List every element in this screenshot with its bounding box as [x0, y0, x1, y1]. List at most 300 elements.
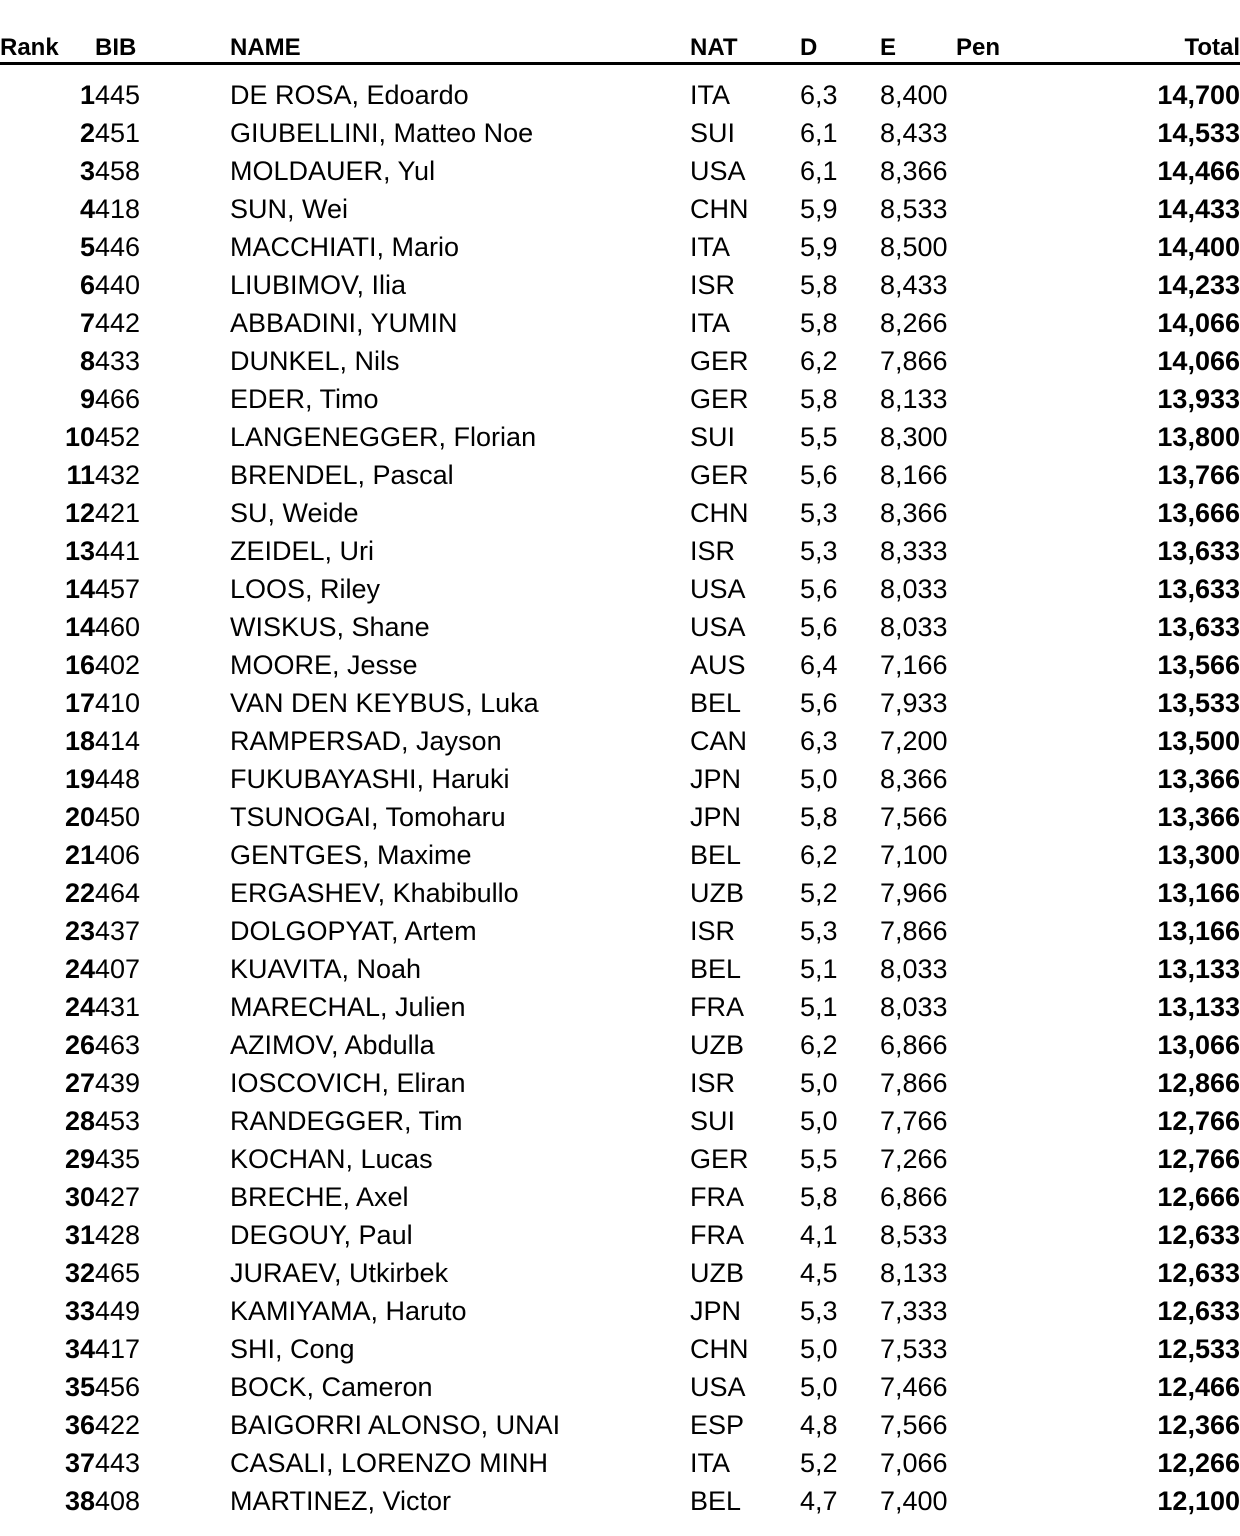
name-cell: DUNKEL, Nils	[230, 346, 400, 376]
table-row	[0, 1217, 1240, 1255]
bib-cell: 435	[95, 1144, 141, 1174]
d-cell: 5,1	[800, 954, 838, 984]
rank-cell: 29	[64, 1144, 95, 1174]
pen-cell	[956, 153, 1066, 191]
d-cell: 5,0	[800, 1334, 838, 1364]
rank-cell: 19	[64, 764, 95, 794]
bib-cell: 443	[95, 1448, 141, 1478]
e-cell: 8,433	[880, 270, 948, 300]
e-cell: 7,533	[880, 1334, 948, 1364]
d-cell: 5,3	[800, 536, 838, 566]
total-cell: 14,533	[1157, 118, 1240, 148]
e-cell: 8,400	[880, 80, 948, 110]
d-cell: 5,8	[800, 802, 838, 832]
rank-cell: 20	[64, 802, 95, 832]
bib-cell: 427	[95, 1182, 141, 1212]
bib-cell: 440	[95, 270, 141, 300]
name-cell: KOCHAN, Lucas	[230, 1144, 433, 1174]
e-cell: 8,333	[880, 536, 948, 566]
pen-cell	[956, 571, 1066, 609]
name-cell: JURAEV, Utkirbek	[230, 1258, 449, 1288]
rank-cell: 24	[64, 992, 95, 1022]
total-cell: 13,133	[1157, 954, 1240, 984]
bib-cell: 433	[95, 346, 141, 376]
pen-cell	[956, 77, 1066, 115]
e-cell: 7,866	[880, 1068, 948, 1098]
total-cell: 13,633	[1157, 574, 1240, 604]
pen-cell	[956, 495, 1066, 533]
name-cell: DOLGOPYAT, Artem	[230, 916, 477, 946]
pen-cell	[956, 1369, 1066, 1407]
table-row	[0, 1179, 1240, 1217]
total-cell: 13,166	[1157, 916, 1240, 946]
table-row	[0, 913, 1240, 951]
nat-cell: USA	[690, 156, 746, 186]
table-row	[0, 571, 1240, 609]
total-cell: 13,300	[1157, 840, 1240, 870]
nat-cell: UZB	[690, 1030, 744, 1060]
d-cell: 5,0	[800, 764, 838, 794]
name-cell: WISKUS, Shane	[230, 612, 430, 642]
nat-cell: UZB	[690, 1258, 744, 1288]
bib-cell: 417	[95, 1334, 141, 1364]
total-cell: 13,500	[1157, 726, 1240, 756]
rank-cell: 21	[64, 840, 95, 870]
table-row	[0, 1331, 1240, 1369]
bib-cell: 407	[95, 954, 141, 984]
d-cell: 5,0	[800, 1372, 838, 1402]
d-cell: 6,1	[800, 156, 838, 186]
table-row	[0, 837, 1240, 875]
nat-cell: GER	[690, 346, 749, 376]
nat-cell: SUI	[690, 118, 736, 148]
name-cell: KAMIYAMA, Haruto	[230, 1296, 467, 1326]
rank-cell: 2	[79, 118, 95, 148]
results-header	[0, 0, 1240, 64]
table-row	[0, 875, 1240, 913]
d-cell: 5,9	[800, 194, 838, 224]
pen-cell	[956, 305, 1066, 343]
d-cell: 5,0	[800, 1106, 838, 1136]
pen-cell	[956, 989, 1066, 1027]
nat-cell: AUS	[690, 650, 746, 680]
d-cell: 6,2	[800, 346, 838, 376]
nat-cell: UZB	[690, 878, 744, 908]
nat-cell: ISR	[690, 1068, 736, 1098]
total-cell: 13,766	[1157, 460, 1240, 490]
nat-cell: FRA	[690, 1182, 744, 1212]
pen-cell	[956, 229, 1066, 267]
nat-cell: USA	[690, 574, 746, 604]
pen-cell	[956, 1065, 1066, 1103]
d-cell: 5,3	[800, 916, 838, 946]
e-cell: 8,533	[880, 194, 948, 224]
pen-cell	[956, 419, 1066, 457]
pen-cell	[956, 799, 1066, 837]
d-cell: 5,6	[800, 460, 838, 490]
pen-cell	[956, 761, 1066, 799]
name-cell: CASALI, LORENZO MINH	[230, 1448, 549, 1478]
name-cell: SHI, Cong	[230, 1334, 355, 1364]
table-row	[0, 191, 1240, 229]
total-cell: 14,433	[1157, 194, 1240, 224]
total-cell: 13,133	[1157, 992, 1240, 1022]
pen-cell	[956, 837, 1066, 875]
table-row	[0, 77, 1240, 115]
name-cell: MACCHIATI, Mario	[230, 232, 460, 262]
table-row	[0, 1407, 1240, 1445]
total-cell: 12,766	[1157, 1106, 1240, 1136]
d-cell: 5,0	[800, 1068, 838, 1098]
e-cell: 8,033	[880, 612, 948, 642]
table-row	[0, 457, 1240, 495]
d-cell: 6,3	[800, 726, 838, 756]
total-cell: 12,466	[1157, 1372, 1240, 1402]
d-cell: 5,1	[800, 992, 838, 1022]
rank-cell: 16	[64, 650, 95, 680]
name-cell: LIUBIMOV, Ilia	[230, 270, 407, 300]
bib-cell: 466	[95, 384, 141, 414]
table-row	[0, 267, 1240, 305]
rank-cell: 9	[79, 384, 95, 414]
d-cell: 5,5	[800, 1144, 838, 1174]
nat-cell: CAN	[690, 726, 748, 756]
name-cell: MARTINEZ, Victor	[230, 1486, 452, 1516]
name-cell: LOOS, Riley	[230, 574, 381, 604]
pen-cell	[956, 647, 1066, 685]
rank-cell: 12	[64, 498, 95, 528]
nat-cell: USA	[690, 1372, 746, 1402]
pen-cell	[956, 1483, 1066, 1521]
bib-cell: 422	[95, 1410, 141, 1440]
nat-cell: JPN	[690, 802, 742, 832]
column-header-name: NAME	[230, 0, 690, 64]
name-cell: FUKUBAYASHI, Haruki	[230, 764, 510, 794]
bib-cell: 449	[95, 1296, 141, 1326]
column-header-total: Total	[1066, 0, 1240, 64]
bib-cell: 445	[95, 80, 141, 110]
column-header-bib: BIB	[95, 0, 230, 64]
d-cell: 5,2	[800, 878, 838, 908]
total-cell: 12,766	[1157, 1144, 1240, 1174]
total-cell: 14,700	[1157, 80, 1240, 110]
name-cell: MOLDAUER, Yul	[230, 156, 436, 186]
e-cell: 8,133	[880, 1258, 948, 1288]
pen-cell	[956, 381, 1066, 419]
bib-cell: 464	[95, 878, 141, 908]
e-cell: 8,033	[880, 954, 948, 984]
spacer-row	[0, 64, 1240, 77]
nat-cell: ISR	[690, 916, 736, 946]
d-cell: 5,9	[800, 232, 838, 262]
bib-cell: 453	[95, 1106, 141, 1136]
pen-cell	[956, 1445, 1066, 1483]
d-cell: 5,8	[800, 270, 838, 300]
total-cell: 12,266	[1157, 1448, 1240, 1478]
rank-cell: 28	[64, 1106, 95, 1136]
rank-cell: 31	[64, 1220, 95, 1250]
e-cell: 8,533	[880, 1220, 948, 1250]
nat-cell: GER	[690, 384, 749, 414]
total-cell: 12,366	[1157, 1410, 1240, 1440]
bib-cell: 428	[95, 1220, 141, 1250]
name-cell: SUN, Wei	[230, 194, 349, 224]
name-cell: TSUNOGAI, Tomoharu	[230, 802, 506, 832]
rank-cell: 22	[64, 878, 95, 908]
nat-cell: ESP	[690, 1410, 745, 1440]
e-cell: 7,200	[880, 726, 948, 756]
bib-cell: 465	[95, 1258, 141, 1288]
total-cell: 13,633	[1157, 612, 1240, 642]
e-cell: 6,866	[880, 1030, 948, 1060]
rank-cell: 26	[64, 1030, 95, 1060]
bib-cell: 439	[95, 1068, 141, 1098]
e-cell: 7,166	[880, 650, 948, 680]
table-row	[0, 1255, 1240, 1293]
bib-cell: 408	[95, 1486, 141, 1516]
rank-cell: 3	[79, 156, 95, 186]
total-cell: 14,066	[1157, 346, 1240, 376]
e-cell: 8,033	[880, 574, 948, 604]
table-row	[0, 343, 1240, 381]
nat-cell: ITA	[690, 308, 730, 338]
bib-cell: 410	[95, 688, 141, 718]
nat-cell: SUI	[690, 422, 736, 452]
rank-cell: 36	[64, 1410, 95, 1440]
e-cell: 7,766	[880, 1106, 948, 1136]
bib-cell: 431	[95, 992, 141, 1022]
nat-cell: CHN	[690, 1334, 749, 1364]
nat-cell: GER	[690, 460, 749, 490]
table-row	[0, 115, 1240, 153]
rank-cell: 13	[64, 536, 95, 566]
table-row	[0, 533, 1240, 571]
d-cell: 5,3	[800, 1296, 838, 1326]
d-cell: 6,2	[800, 1030, 838, 1060]
table-row	[0, 419, 1240, 457]
e-cell: 7,866	[880, 346, 948, 376]
pen-cell	[956, 1255, 1066, 1293]
nat-cell: SUI	[690, 1106, 736, 1136]
table-row	[0, 951, 1240, 989]
name-cell: DE ROSA, Edoardo	[230, 80, 469, 110]
d-cell: 5,6	[800, 612, 838, 642]
bib-cell: 456	[95, 1372, 141, 1402]
e-cell: 7,333	[880, 1296, 948, 1326]
d-cell: 5,8	[800, 308, 838, 338]
rank-cell: 30	[64, 1182, 95, 1212]
bib-cell: 457	[95, 574, 141, 604]
bib-cell: 448	[95, 764, 141, 794]
table-row	[0, 153, 1240, 191]
name-cell: GENTGES, Maxime	[230, 840, 472, 870]
table-row	[0, 381, 1240, 419]
bib-cell: 432	[95, 460, 141, 490]
name-cell: GIUBELLINI, Matteo Noe	[230, 118, 534, 148]
d-cell: 4,1	[800, 1220, 838, 1250]
e-cell: 8,366	[880, 498, 948, 528]
e-cell: 8,033	[880, 992, 948, 1022]
e-cell: 7,100	[880, 840, 948, 870]
nat-cell: ITA	[690, 80, 730, 110]
table-row	[0, 1103, 1240, 1141]
d-cell: 5,8	[800, 384, 838, 414]
rank-cell: 24	[64, 954, 95, 984]
bib-cell: 460	[95, 612, 141, 642]
rank-cell: 6	[79, 270, 95, 300]
rank-cell: 5	[79, 232, 95, 262]
results-body	[0, 64, 1240, 1521]
name-cell: ABBADINI, YUMIN	[230, 308, 458, 338]
column-header-rank: Rank	[0, 0, 95, 64]
nat-cell: FRA	[690, 992, 744, 1022]
nat-cell: ITA	[690, 1448, 730, 1478]
table-row	[0, 609, 1240, 647]
table-row	[0, 229, 1240, 267]
total-cell: 12,633	[1157, 1220, 1240, 1250]
bib-cell: 446	[95, 232, 141, 262]
e-cell: 7,400	[880, 1486, 948, 1516]
name-cell: MOORE, Jesse	[230, 650, 418, 680]
name-cell: VAN DEN KEYBUS, Luka	[230, 688, 539, 718]
header-row	[0, 0, 1240, 64]
bib-cell: 402	[95, 650, 141, 680]
nat-cell: JPN	[690, 1296, 742, 1326]
e-cell: 7,566	[880, 802, 948, 832]
total-cell: 13,933	[1157, 384, 1240, 414]
table-row	[0, 685, 1240, 723]
rank-cell: 8	[79, 346, 95, 376]
total-cell: 14,233	[1157, 270, 1240, 300]
total-cell: 14,400	[1157, 232, 1240, 262]
bib-cell: 463	[95, 1030, 141, 1060]
rank-cell: 37	[64, 1448, 95, 1478]
bib-cell: 437	[95, 916, 141, 946]
bib-cell: 451	[95, 118, 141, 148]
nat-cell: CHN	[690, 194, 749, 224]
table-row	[0, 723, 1240, 761]
e-cell: 7,466	[880, 1372, 948, 1402]
column-header-d: D	[800, 0, 880, 64]
total-cell: 12,533	[1157, 1334, 1240, 1364]
table-row	[0, 1141, 1240, 1179]
name-cell: BRECHE, Axel	[230, 1182, 409, 1212]
d-cell: 4,8	[800, 1410, 838, 1440]
name-cell: RANDEGGER, Tim	[230, 1106, 463, 1136]
column-header-e: E	[880, 0, 956, 64]
total-cell: 14,066	[1157, 308, 1240, 338]
pen-cell	[956, 1407, 1066, 1445]
bib-cell: 414	[95, 726, 141, 756]
table-row	[0, 1445, 1240, 1483]
table-row	[0, 495, 1240, 533]
total-cell: 13,566	[1157, 650, 1240, 680]
total-cell: 12,866	[1157, 1068, 1240, 1098]
pen-cell	[956, 1179, 1066, 1217]
rank-cell: 10	[64, 422, 95, 452]
bib-cell: 442	[95, 308, 141, 338]
e-cell: 7,933	[880, 688, 948, 718]
pen-cell	[956, 723, 1066, 761]
d-cell: 6,2	[800, 840, 838, 870]
nat-cell: ISR	[690, 270, 736, 300]
bib-cell: 441	[95, 536, 141, 566]
table-row	[0, 1065, 1240, 1103]
total-cell: 13,066	[1157, 1030, 1240, 1060]
total-cell: 13,166	[1157, 878, 1240, 908]
pen-cell	[956, 609, 1066, 647]
nat-cell: USA	[690, 612, 746, 642]
e-cell: 8,166	[880, 460, 948, 490]
d-cell: 5,6	[800, 688, 838, 718]
d-cell: 5,8	[800, 1182, 838, 1212]
d-cell: 5,5	[800, 422, 838, 452]
nat-cell: BEL	[690, 1486, 742, 1516]
rank-cell: 17	[64, 688, 95, 718]
bib-cell: 418	[95, 194, 141, 224]
total-cell: 13,666	[1157, 498, 1240, 528]
table-row	[0, 1293, 1240, 1331]
pen-cell	[956, 951, 1066, 989]
e-cell: 8,366	[880, 156, 948, 186]
d-cell: 4,5	[800, 1258, 838, 1288]
name-cell: DEGOUY, Paul	[230, 1220, 413, 1250]
total-cell: 13,633	[1157, 536, 1240, 566]
name-cell: EDER, Timo	[230, 384, 379, 414]
name-cell: LANGENEGGER, Florian	[230, 422, 537, 452]
pen-cell	[956, 1217, 1066, 1255]
bib-cell: 458	[95, 156, 141, 186]
rank-cell: 33	[64, 1296, 95, 1326]
e-cell: 7,266	[880, 1144, 948, 1174]
total-cell: 13,800	[1157, 422, 1240, 452]
pen-cell	[956, 457, 1066, 495]
pen-cell	[956, 685, 1066, 723]
column-header-nat: NAT	[690, 0, 800, 64]
nat-cell: FRA	[690, 1220, 744, 1250]
rank-cell: 14	[64, 612, 95, 642]
pen-cell	[956, 1027, 1066, 1065]
total-cell: 13,533	[1157, 688, 1240, 718]
nat-cell: ISR	[690, 536, 736, 566]
rank-cell: 18	[64, 726, 95, 756]
pen-cell	[956, 1331, 1066, 1369]
name-cell: IOSCOVICH, Eliran	[230, 1068, 466, 1098]
bib-cell: 406	[95, 840, 141, 870]
name-cell: BAIGORRI ALONSO, UNAI	[230, 1410, 561, 1440]
bib-cell: 450	[95, 802, 141, 832]
nat-cell: JPN	[690, 764, 742, 794]
table-row	[0, 1027, 1240, 1065]
pen-cell	[956, 1293, 1066, 1331]
pen-cell	[956, 115, 1066, 153]
d-cell: 5,2	[800, 1448, 838, 1478]
bib-cell: 452	[95, 422, 141, 452]
nat-cell: CHN	[690, 498, 749, 528]
e-cell: 8,366	[880, 764, 948, 794]
e-cell: 8,266	[880, 308, 948, 338]
nat-cell: BEL	[690, 840, 742, 870]
pen-cell	[956, 875, 1066, 913]
d-cell: 4,7	[800, 1486, 838, 1516]
table-row	[0, 305, 1240, 343]
e-cell: 7,066	[880, 1448, 948, 1478]
e-cell: 8,500	[880, 232, 948, 262]
table-row	[0, 647, 1240, 685]
name-cell: ERGASHEV, Khabibullo	[230, 878, 519, 908]
e-cell: 7,966	[880, 878, 948, 908]
name-cell: KUAVITA, Noah	[230, 954, 422, 984]
